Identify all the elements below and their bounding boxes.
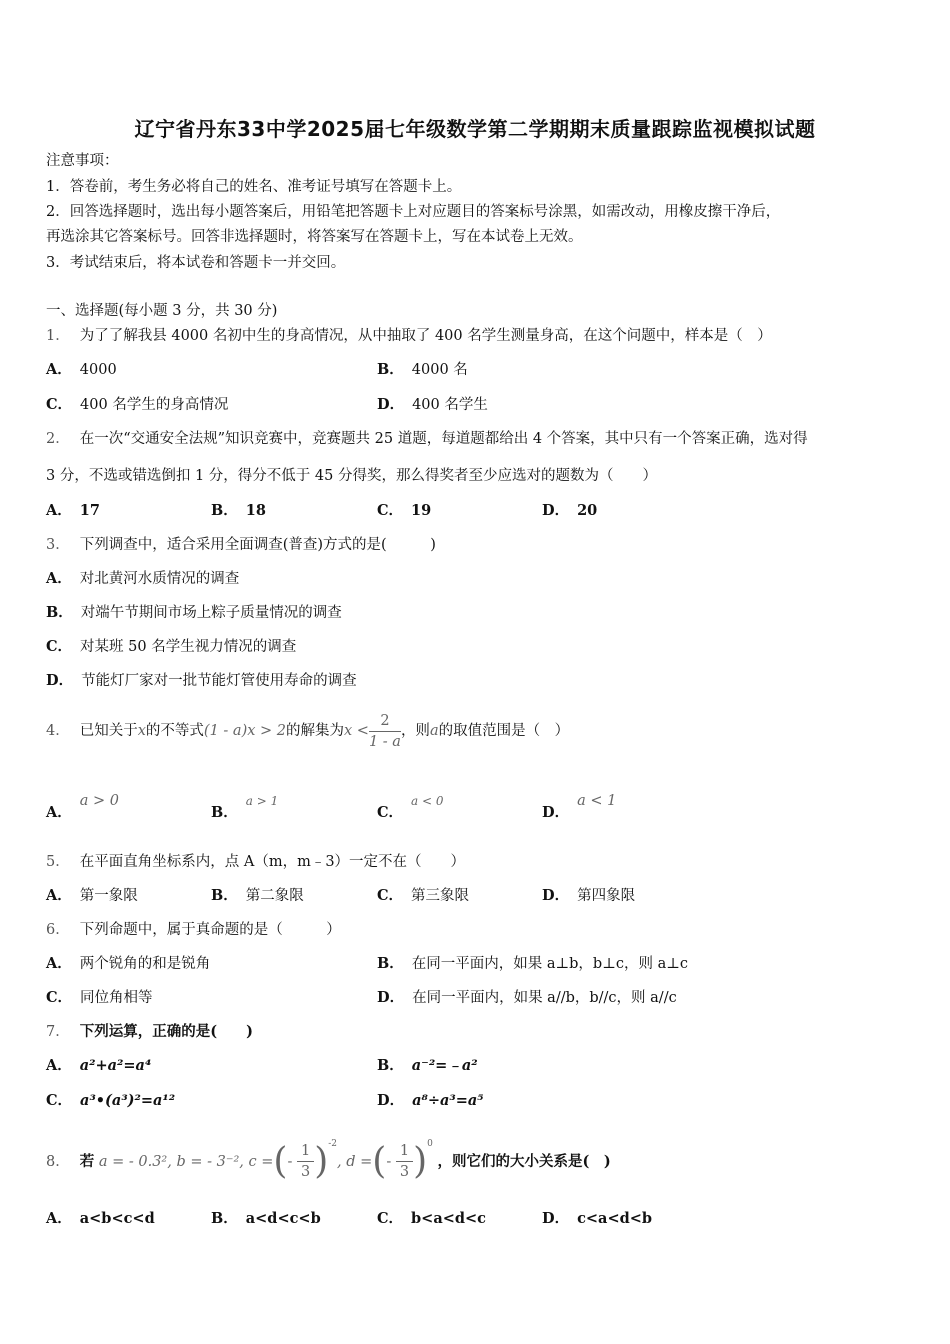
notice-item: 3．考试结束后，将本试卷和答题卡一并交回。 xyxy=(46,255,346,271)
option-d[interactable]: D．a < 1 xyxy=(542,793,617,821)
math-solution: x < $\frac{2}{1 - a}$ xyxy=(344,712,401,750)
option-c[interactable]: C． 19 xyxy=(377,502,432,519)
question-4: 4． 已知关于x的不等式(1 - a)x > 2的解集为x < $\frac{2}{1 - a}$ ，则a的取值范围是（ ） xyxy=(46,712,570,750)
option-a[interactable]: A． a²+a²=a⁴ xyxy=(46,1057,152,1074)
question-number: 6． xyxy=(46,922,70,938)
question-number: 5． xyxy=(46,854,70,870)
option-b[interactable]: B． a⁻²=﹣a² xyxy=(377,1057,478,1074)
option-c[interactable]: C． 400 名学生的身高情况 xyxy=(46,396,229,413)
notice-item: 1．答卷前，考生务必将自己的姓名、准考证号填写在答题卡上。 xyxy=(46,179,462,195)
question-text: 在一次“交通安全法规”知识竞赛中，竞赛题共 25 道题，每道题都给出 4 个答案，其中只有一个答案正确，选对得 xyxy=(79,431,808,447)
option-d[interactable]: D． a⁸÷a³=a⁵ xyxy=(377,1092,484,1109)
question-8: 8． 若 a = - 0.3², b = - 3⁻², c =(- $\frac{1}{3}$ )$^{-2}$, d =(- $\frac{1}{3}$ )$^0$ ，则它们的大小关系是( ) xyxy=(46,1139,611,1182)
question-6 xyxy=(46,921,341,939)
question-number: 7． xyxy=(46,1024,70,1040)
section-heading: 一、选择题(每小题 3 分，共 30 分) xyxy=(46,303,278,319)
question-text: 下列命题中，属于真命题的是（ ） xyxy=(79,922,341,938)
option-c[interactable]: C．a < 0 xyxy=(377,794,444,821)
question-2-line2: 3 分，不选或错选倒扣 1 分，得分不低于 45 分得奖，那么得奖者至少应选对的题数为（ ） xyxy=(46,468,657,484)
question-7 xyxy=(46,1023,253,1041)
question-number: 1． xyxy=(46,328,70,344)
question-number: 8． xyxy=(46,1153,70,1170)
option-c[interactable]: C． 同位角相等 xyxy=(46,989,153,1006)
question-3 xyxy=(46,536,436,554)
option-b[interactable]: B．a > 1 xyxy=(211,794,279,821)
option-c[interactable]: C． b<a<d<c xyxy=(377,1210,486,1227)
question-number: 4． xyxy=(46,723,70,739)
notice-heading: 注意事项： xyxy=(46,153,119,169)
math-variable: x xyxy=(137,723,146,739)
option-c[interactable]: C． 对某班 50 名学生视力情况的调查 xyxy=(46,638,297,655)
notice-item: 2．回答选择题时，选出每小题答案后，用铅笔把答题卡上对应题目的答案标号涂黑，如需改动，用橡皮擦干净后， xyxy=(46,204,781,220)
option-a[interactable]: A．a > 0 xyxy=(46,793,120,821)
math-expression: a = - 0.3², b = - 3⁻², c =(- $\frac{1}{3}$ )$^{-2}$, d =(- $\frac{1}{3}$ )$^0$ xyxy=(98,1139,433,1182)
option-b[interactable]: B． 在同一平面内，如果 a⊥b，b⊥c，则 a⊥c xyxy=(377,955,688,972)
option-d[interactable]: D． 20 xyxy=(542,502,598,519)
page-title: 辽宁省丹东33中学2025届七年级数学第二学期期末质量跟踪监视模拟试题 xyxy=(134,117,816,141)
question-text: 为了了解我县 4000 名初中生的身高情况，从中抽取了 400 名学生测量身高，在这个问题中，样本是（ ） xyxy=(79,328,772,344)
question-text: 在平面直角坐标系内，点 A（m，m﹣3）一定不在（ ） xyxy=(79,854,466,870)
option-b[interactable]: B． 第二象限 xyxy=(211,887,304,904)
question-number: 2． xyxy=(46,431,70,447)
question-text: 下列运算，正确的是( ) xyxy=(79,1023,253,1040)
question-2 xyxy=(46,430,808,448)
question-1 xyxy=(46,327,772,345)
option-b[interactable]: B． 18 xyxy=(211,502,266,519)
option-b[interactable]: B． a<d<c<b xyxy=(211,1210,321,1227)
option-d[interactable]: D． c<a<d<b xyxy=(542,1210,653,1227)
option-d[interactable]: D． 节能灯厂家对一批节能灯管使用寿命的调查 xyxy=(46,672,357,689)
option-d[interactable]: D． 第四象限 xyxy=(542,887,636,904)
option-a[interactable]: A． 17 xyxy=(46,502,100,519)
option-b[interactable]: B． 对端午节期间市场上粽子质量情况的调查 xyxy=(46,604,342,621)
question-5 xyxy=(46,853,465,871)
option-d[interactable]: D． 400 名学生 xyxy=(377,396,488,413)
option-b[interactable]: B． 4000 名 xyxy=(377,361,468,378)
option-a[interactable]: A． 第一象限 xyxy=(46,887,138,904)
math-inequality: (1 - a)x > 2 xyxy=(203,723,286,739)
option-a[interactable]: A． a<b<c<d xyxy=(46,1210,155,1227)
option-a[interactable]: A． 两个锐角的和是锐角 xyxy=(46,955,211,972)
option-a[interactable]: A． 对北黄河水质情况的调查 xyxy=(46,570,240,587)
question-number: 3． xyxy=(46,537,70,553)
option-c[interactable]: C． a³•(a³)²=a¹² xyxy=(46,1092,176,1109)
option-a[interactable]: A． 4000 xyxy=(46,361,117,378)
option-c[interactable]: C． 第三象限 xyxy=(377,887,470,904)
option-d[interactable]: D． 在同一平面内，如果 a//b，b//c，则 a//c xyxy=(377,989,677,1006)
notice-item: 再选涂其它答案标号。回答非选择题时，将答案写在答题卡上，写在本试卷上无效。 xyxy=(46,229,583,245)
question-text: 下列调查中，适合采用全面调查(普查)方式的是( ) xyxy=(79,537,436,553)
